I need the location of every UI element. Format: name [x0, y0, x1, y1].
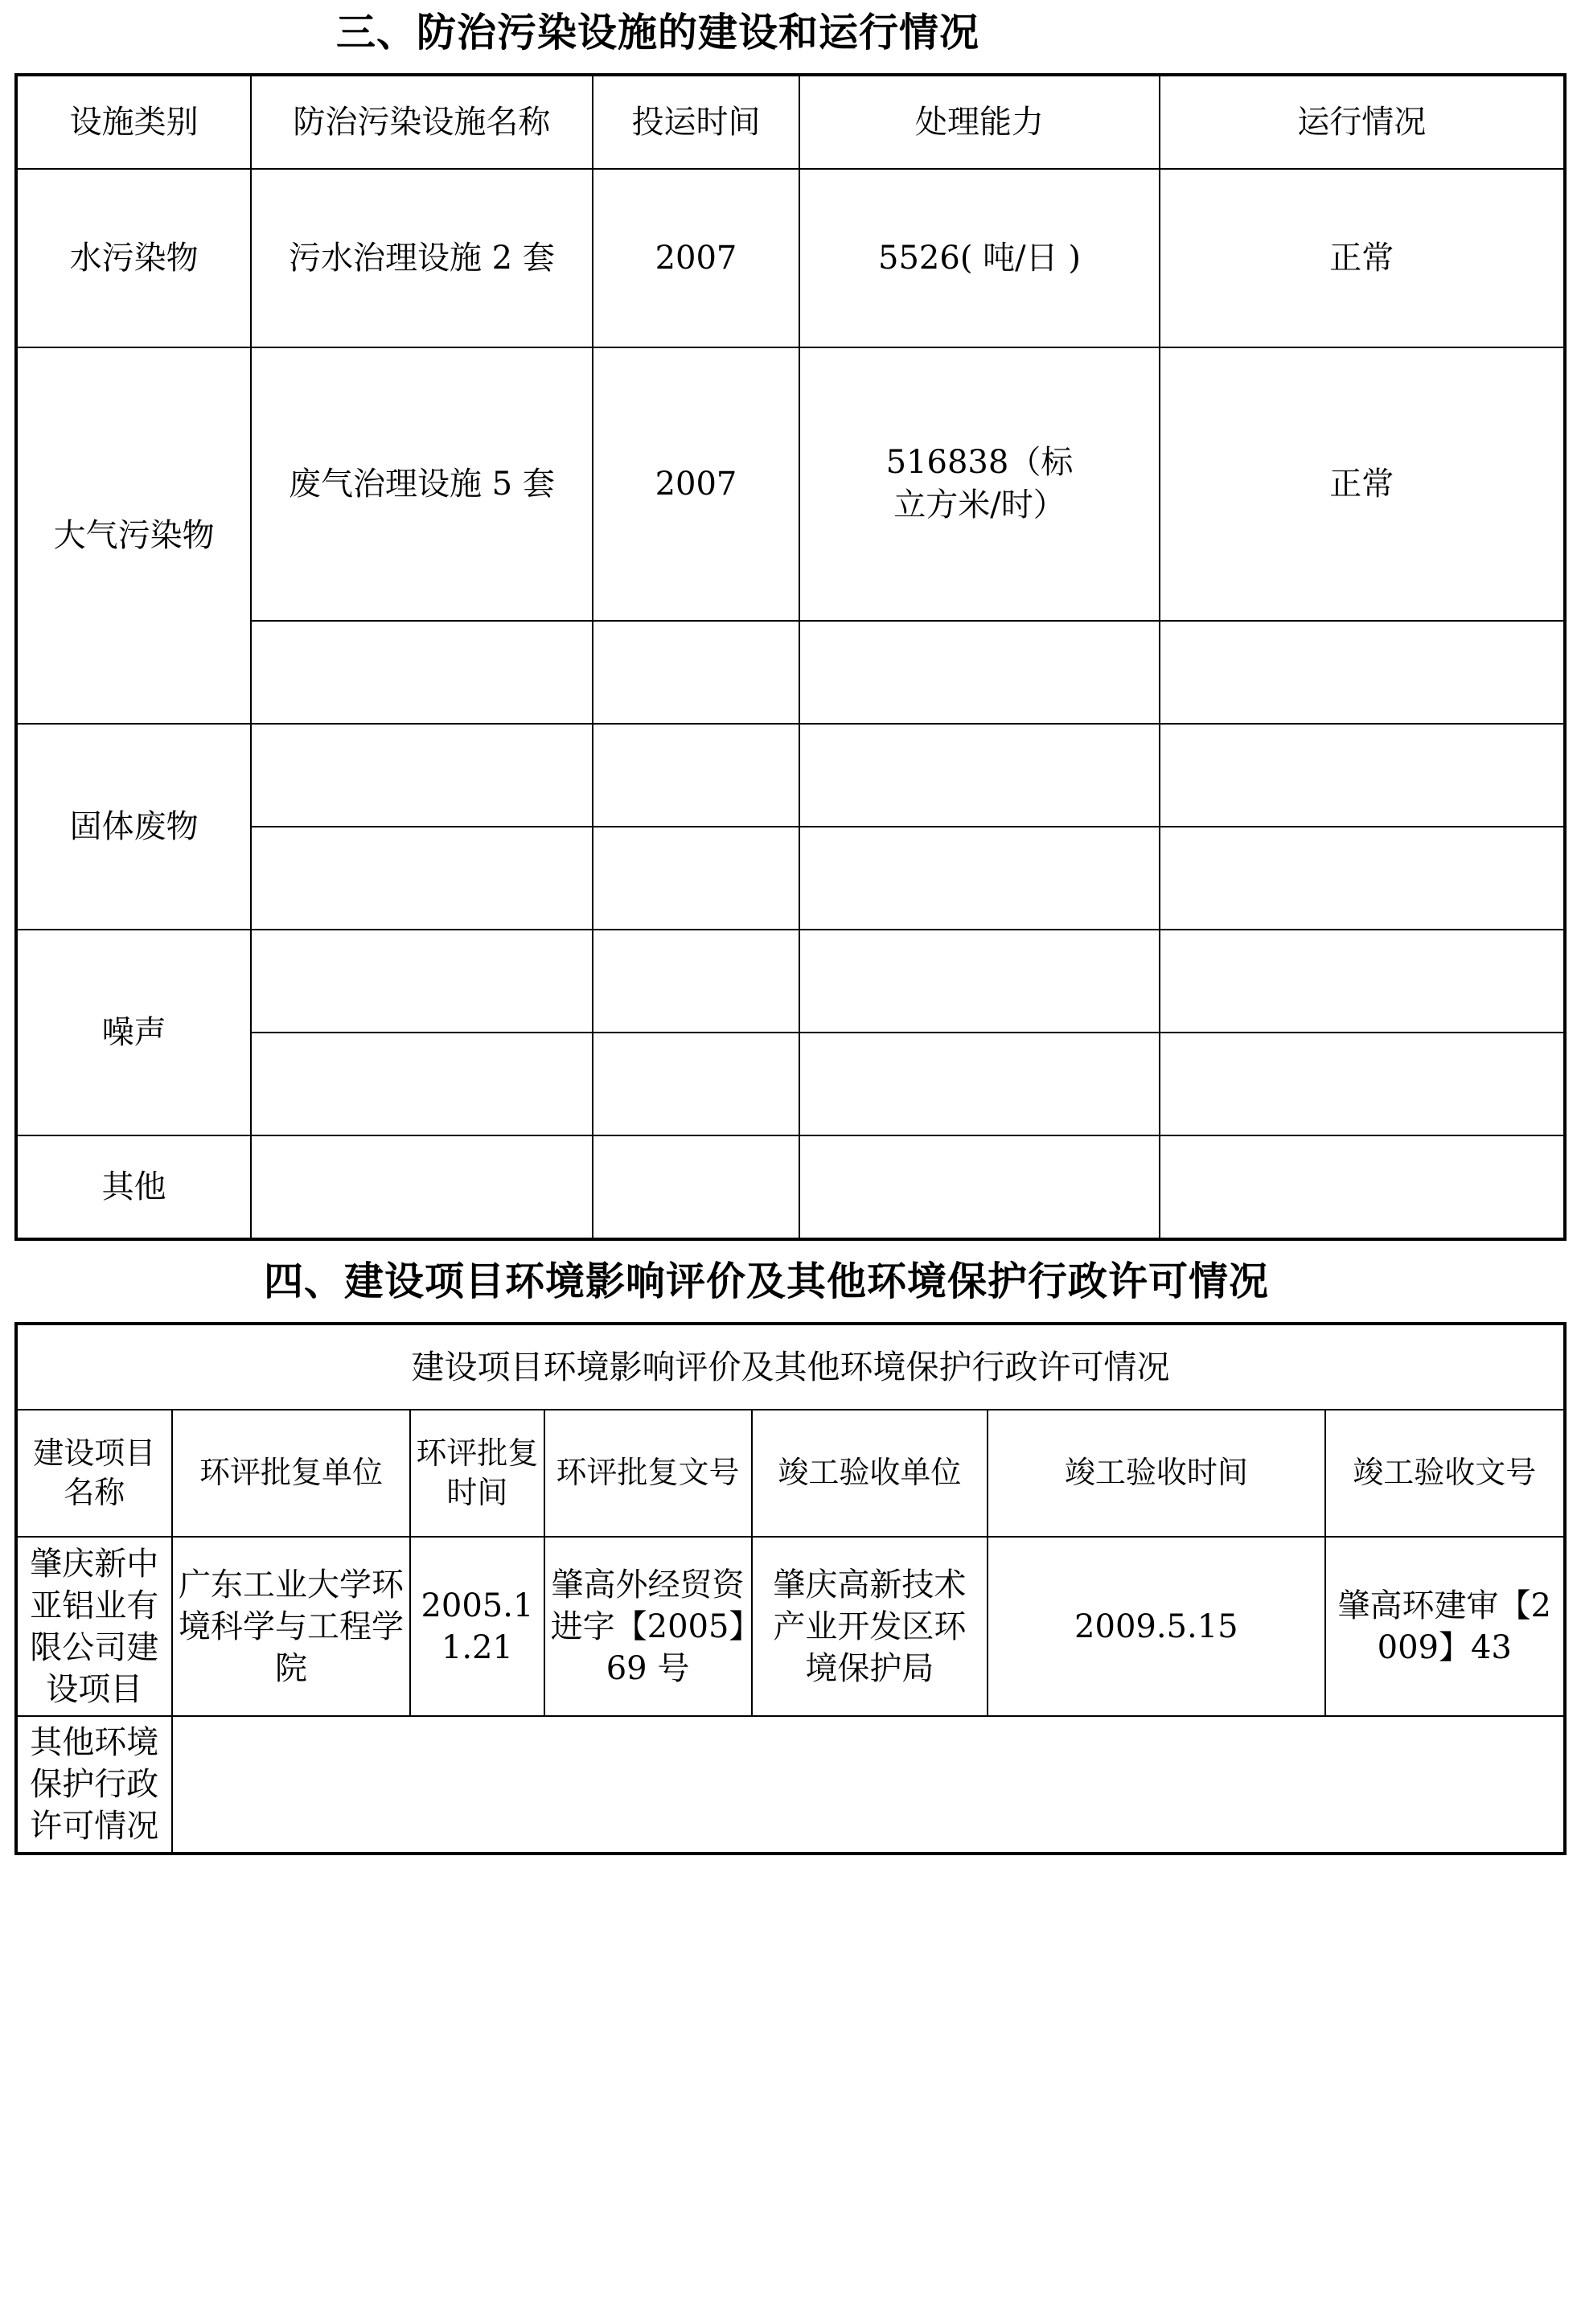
col-header-approval-doc-no: 环评批复文号	[544, 1410, 752, 1537]
cell-category-noise: 噪声	[16, 930, 251, 1135]
cell-start-time-noise-1	[593, 930, 800, 1033]
cell-approval-time: 2005.11.21	[410, 1537, 544, 1716]
capacity-air-line-1: 516838（标	[885, 444, 1074, 482]
col-header-approval-time: 环评批复时间	[410, 1410, 544, 1537]
cell-approval-unit: 广东工业大学环境科学与工程学院	[172, 1537, 411, 1716]
cell-status-solid-1	[1160, 724, 1565, 827]
col-header-acceptance-doc-no: 竣工验收文号	[1325, 1410, 1565, 1537]
cell-facility-other	[251, 1135, 592, 1239]
cell-status-solid-2	[1160, 827, 1565, 930]
cell-capacity-air	[799, 347, 1159, 621]
cell-capacity-air-blank	[799, 621, 1159, 724]
section-four-heading: 四、建设项目环境影响评价及其他环境保护行政许可情况	[263, 1258, 1269, 1304]
cell-facility-water: 污水治理设施 2 套	[251, 169, 592, 347]
cell-facility-noise-1	[251, 930, 592, 1033]
col-header-start-time: 投运时间	[593, 75, 800, 169]
table-header-row	[16, 1410, 1565, 1537]
cell-facility-solid-2	[251, 827, 592, 930]
cell-status-air-blank	[1160, 621, 1565, 724]
table-banner-row	[16, 1324, 1565, 1410]
cell-category-air: 大气污染物	[16, 347, 251, 724]
capacity-air-line-2: 立方米/时）	[893, 487, 1066, 524]
cell-start-time-noise-2	[593, 1033, 800, 1135]
cell-capacity-other	[799, 1135, 1159, 1239]
table-row	[16, 930, 1565, 1033]
table-row	[16, 1537, 1565, 1716]
cell-project-name: 肇庆新中亚铝业有限公司建设项目	[16, 1537, 172, 1716]
cell-other-permits-label: 其他环境保护行政许可情况	[16, 1716, 172, 1854]
eia-permits-table	[14, 1322, 1567, 1855]
table-row	[16, 1716, 1565, 1854]
table-row	[16, 169, 1565, 347]
col-header-capacity: 处理能力	[799, 75, 1159, 169]
table-row	[16, 347, 1565, 621]
cell-category-other: 其他	[16, 1135, 251, 1239]
cell-facility-solid-1	[251, 724, 592, 827]
eia-table-banner: 建设项目环境影响评价及其他环境保护行政许可情况	[16, 1324, 1565, 1410]
cell-start-time-air-blank	[593, 621, 800, 724]
cell-facility-noise-2	[251, 1033, 592, 1135]
cell-facility-air: 废气治理设施 5 套	[251, 347, 592, 621]
cell-status-noise-2	[1160, 1033, 1565, 1135]
col-header-status: 运行情况	[1160, 75, 1565, 169]
cell-approval-doc-no: 肇高外经贸资进字【2005】69 号	[544, 1537, 752, 1716]
cell-status-water: 正常	[1160, 169, 1565, 347]
cell-facility-air-blank	[251, 621, 592, 724]
cell-capacity-solid-2	[799, 827, 1159, 930]
cell-acceptance-time: 2009.5.15	[988, 1537, 1324, 1716]
table-header-row	[16, 75, 1565, 169]
cell-category-solid-waste: 固体废物	[16, 724, 251, 930]
cell-acceptance-unit: 肇庆高新技术产业开发区环境保护局	[752, 1537, 988, 1716]
col-header-acceptance-time: 竣工验收时间	[988, 1410, 1324, 1537]
col-header-project-name: 建设项目名称	[16, 1410, 172, 1537]
cell-status-air: 正常	[1160, 347, 1565, 621]
cell-capacity-noise-2	[799, 1033, 1159, 1135]
cell-start-time-water: 2007	[593, 169, 800, 347]
cell-start-time-solid-1	[593, 724, 800, 827]
cell-capacity-solid-1	[799, 724, 1159, 827]
cell-status-other	[1160, 1135, 1565, 1239]
cell-category-water: 水污染物	[16, 169, 251, 347]
cell-capacity-water: 5526( 吨/日 )	[799, 169, 1159, 347]
table-row	[16, 724, 1565, 827]
table-row	[16, 1135, 1565, 1239]
cell-status-noise-1	[1160, 930, 1565, 1033]
cell-start-time-air: 2007	[593, 347, 800, 621]
col-header-category: 设施类别	[16, 75, 251, 169]
col-header-acceptance-unit: 竣工验收单位	[752, 1410, 988, 1537]
cell-capacity-noise-1	[799, 930, 1159, 1033]
pollution-control-facilities-table	[14, 73, 1567, 1241]
cell-start-time-other	[593, 1135, 800, 1239]
section-three-heading: 三、防治污染设施的建设和运行情况	[335, 10, 979, 55]
cell-other-permits-value	[172, 1716, 1565, 1854]
cell-acceptance-doc-no: 肇高环建审【2009】43	[1325, 1537, 1565, 1716]
cell-start-time-solid-2	[593, 827, 800, 930]
col-header-facility: 防治污染设施名称	[251, 75, 592, 169]
col-header-approval-unit: 环评批复单位	[172, 1410, 411, 1537]
